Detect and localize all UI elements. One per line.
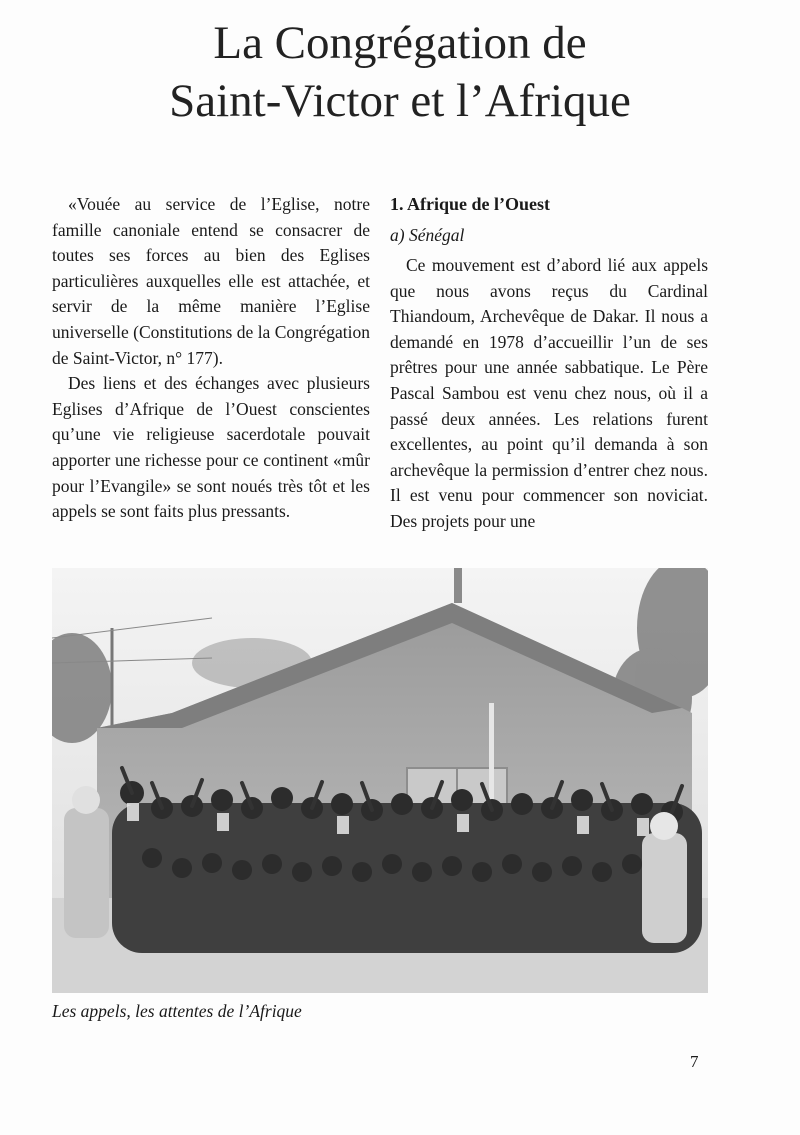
right-paragraph-1: Ce mouvement est d’abord lié aux appels que nous avons reçus du Cardinal Thiandoum, Archevêque de Dakar. Il nous a demandé en 1978 d’accueillir l’un de ses prêtres pour une année sabbatique. Le Père Pascal Sambou est venu chez nous, où il a passé deux années. Les relations furent excellentes, au point qu’il demanda à son archevêque la permission d’entrer chez nous. Il est venu pour commencer son noviciat. Des projets pour une (390, 255, 708, 531)
section-heading: 1. Afrique de l’Ouest (390, 194, 550, 214)
sub-heading: a) Sénégal (390, 225, 465, 245)
title-line-1: La Congrégation de (213, 17, 587, 69)
title-line-2: Saint-Victor et l’Afrique (169, 75, 631, 127)
page-title (0, 14, 800, 130)
left-paragraph-2: Des liens et des échanges avec plusieurs Eglises d’Afrique de l’Ouest conscientes qu’une vie religieuse sacerdotale pouvait apporter une richesse pour ce continent «mûr pour l’Evangile» se sont noués très tôt et les appels se sont faits plus pressants. (52, 373, 370, 522)
photo-caption: Les appels, les attentes de l’Afrique (52, 1001, 302, 1021)
right-column (390, 192, 708, 535)
group-photo (52, 568, 708, 993)
left-column (52, 192, 370, 525)
left-paragraph-1: «Vouée au service de l’Eglise, notre famille canoniale entend se consacrer de toutes ses forces au bien des Eglises particulières auxquelles elle est attachée, et servir de la même manière l’Eglise universelle (Constitutions de la Congrégation de Saint-Victor, n° 177). (52, 194, 370, 368)
photo-illustration (52, 568, 708, 993)
page-number: 7 (690, 1052, 699, 1071)
